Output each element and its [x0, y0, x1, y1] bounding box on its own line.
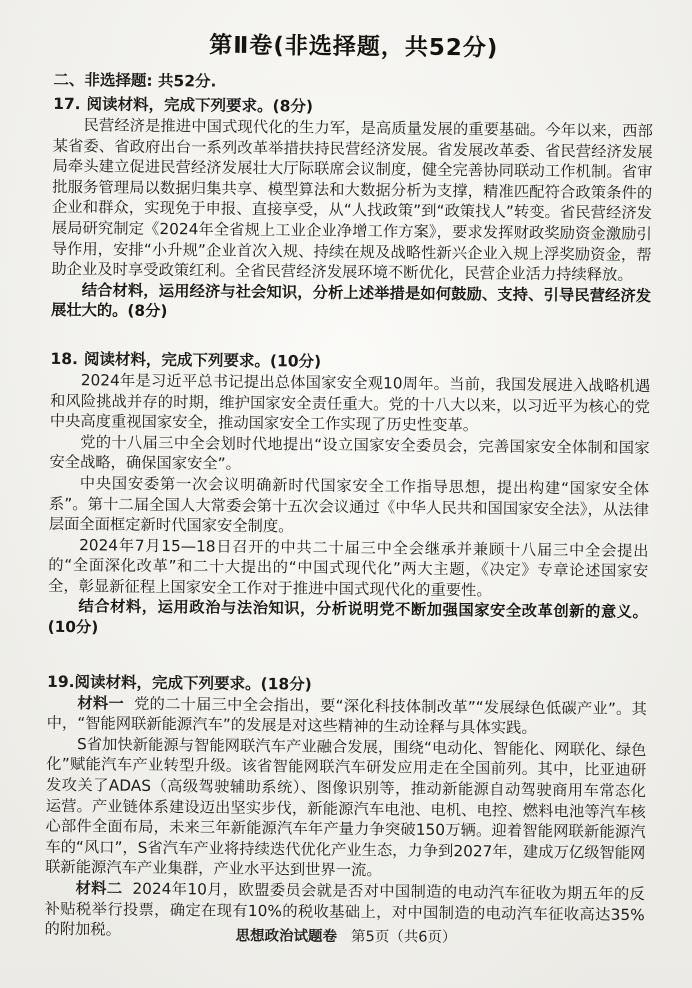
question-19: [44, 669, 647, 945]
page-footer: [0, 923, 692, 949]
spacer: [51, 321, 651, 351]
material-paragraph: S省加快新能源与智能网联汽车产业融合发展，围绕“电动化、智能化、网联化、绿色化”赋能汽车产业转型升级。该省智能网联汽车研发应用走在全国前列。其中，比亚迪研发攻关了ADAS（高级驾驶辅助系统）、图像识别等，推动新能源自动驾驶商用车常态化运营。产业链体系建设迈出坚实步伐，新能源汽车电池、电机、电控、燃料电池等汽车核心部件全面布局，未来三年新能源汽车年产量力争突破150万辆。迎着智能网联新能源汽车的“风口”，S省汽车产业将持续迭代优化产业生态，力争到2027年，建成万亿级智能网联新能源汽车产业集群，产业水平达到世界一流。: [45, 734, 647, 880]
question-17: [51, 92, 653, 327]
spacer: [47, 637, 647, 673]
question-number: 19.: [47, 672, 75, 691]
question-number: 18.: [50, 349, 79, 369]
section-heading: 二、非选择题: 共52分.: [53, 70, 217, 91]
page-number: 第5页（共6页）: [350, 929, 457, 946]
page-title: 第Ⅱ卷(非选择题，共52分): [209, 32, 499, 62]
material-paragraph: 民营经济是推进中国式现代化的生力军，是高质量发展的重要基础。今年以来，西部某省委、省政府出台一系列改革举措扶持民营经济发展。省发展改革委、省民营经济发展局牵头建立促进民营经济发展壮大厅际联席会议制度，健全完善协同联动工作机制。省审批服务管理局以数据归集共享、模型算法和大数据分析为支撑，精准匹配符合政策条件的企业和群众，实现免于申报、直接享受，从“人找政策”到“政策找人”转变。省民营经济发展局研究制定《2024年全省规上工业企业净增工作方案》，要求发挥财政奖励资金激励引导作用，安排“小升规”企业首次入规、持续在规及战略性新兴企业入规上浮奖励资金，帮助企业及时享受政策红利。全省民营经济发展环境不断优化，民营企业活力持续释放。: [51, 116, 653, 285]
material-paragraph: 中央国安委第一次会议明确新时代国家安全工作指导思想，提出构建“国家安全体系”。第十二届全国人大常委会第十五次会议通过《中华人民共和国国家安全法》，从法律层面全面框定新时代国家安全制度。: [48, 474, 650, 536]
material-paragraph: 党的十八届三中全会划时代地提出“设立国家安全委员会，完善国家安全体制和国家安全战略，确保国家安全”。: [49, 432, 650, 474]
material-text: 党的二十届三中全会指出，要“深化科技体制改革”“发展绿色低碳产业”。其中，“智能网联新能源汽车”的发展是对这些精神的生动诠释与具体实践。: [46, 694, 647, 738]
exam-name: 思想政治试题卷: [235, 928, 338, 945]
question-heading-text: 阅读材料，完成下列要求。(8分): [86, 95, 314, 116]
question-18: [48, 347, 651, 644]
question-prompt: 结合材料，运用经济与社会知识，分析上述举措是如何鼓励、支持、引导民营经济发展壮大的。(8分): [50, 280, 652, 321]
question-number: 17.: [53, 94, 81, 114]
material-paragraph: 2024年是习近平总书记提出总体国家安全观10周年。当前，我国发展进入战略机遇和风险挑战并存的时期，维护国家安全责任重大。党的十八大以来，以习近平为核心的党中央高度重视国家安全，推动国家安全工作实现了历史性变革。: [49, 371, 651, 435]
question-heading-text: 阅读材料，完成下列要求。(18分): [74, 672, 312, 694]
question-prompt: 结合材料，运用政治与法治知识，分析说明党不断加强国家安全改革创新的意义。(10分): [47, 597, 648, 637]
question-heading-text: 阅读材料，完成下列要求。(10分): [83, 350, 322, 371]
material-label: 材料一: [77, 693, 125, 713]
material-label: 材料二: [75, 879, 123, 898]
page-content: [44, 21, 654, 946]
material-text: 2024年10月，欧盟委员会就是否对中国制造的电动汽车征收为期五年的反补贴税举行投票，确定在现有10%的税收基础上，对中国制造的电动汽车征收高达35%的附加税。: [44, 879, 645, 939]
material-paragraph: [47, 692, 647, 739]
material-paragraph: 2024年7月15—18日召开的中共二十届三中全会继承并兼顾十八届三中全会提出的“全面深化改革”和二十大提出的“中国式现代化”两大主题，《决定》专章论述国家安全，彰显新征程上国家安全工作对于推进中国式现代化的重要性。: [48, 535, 649, 600]
